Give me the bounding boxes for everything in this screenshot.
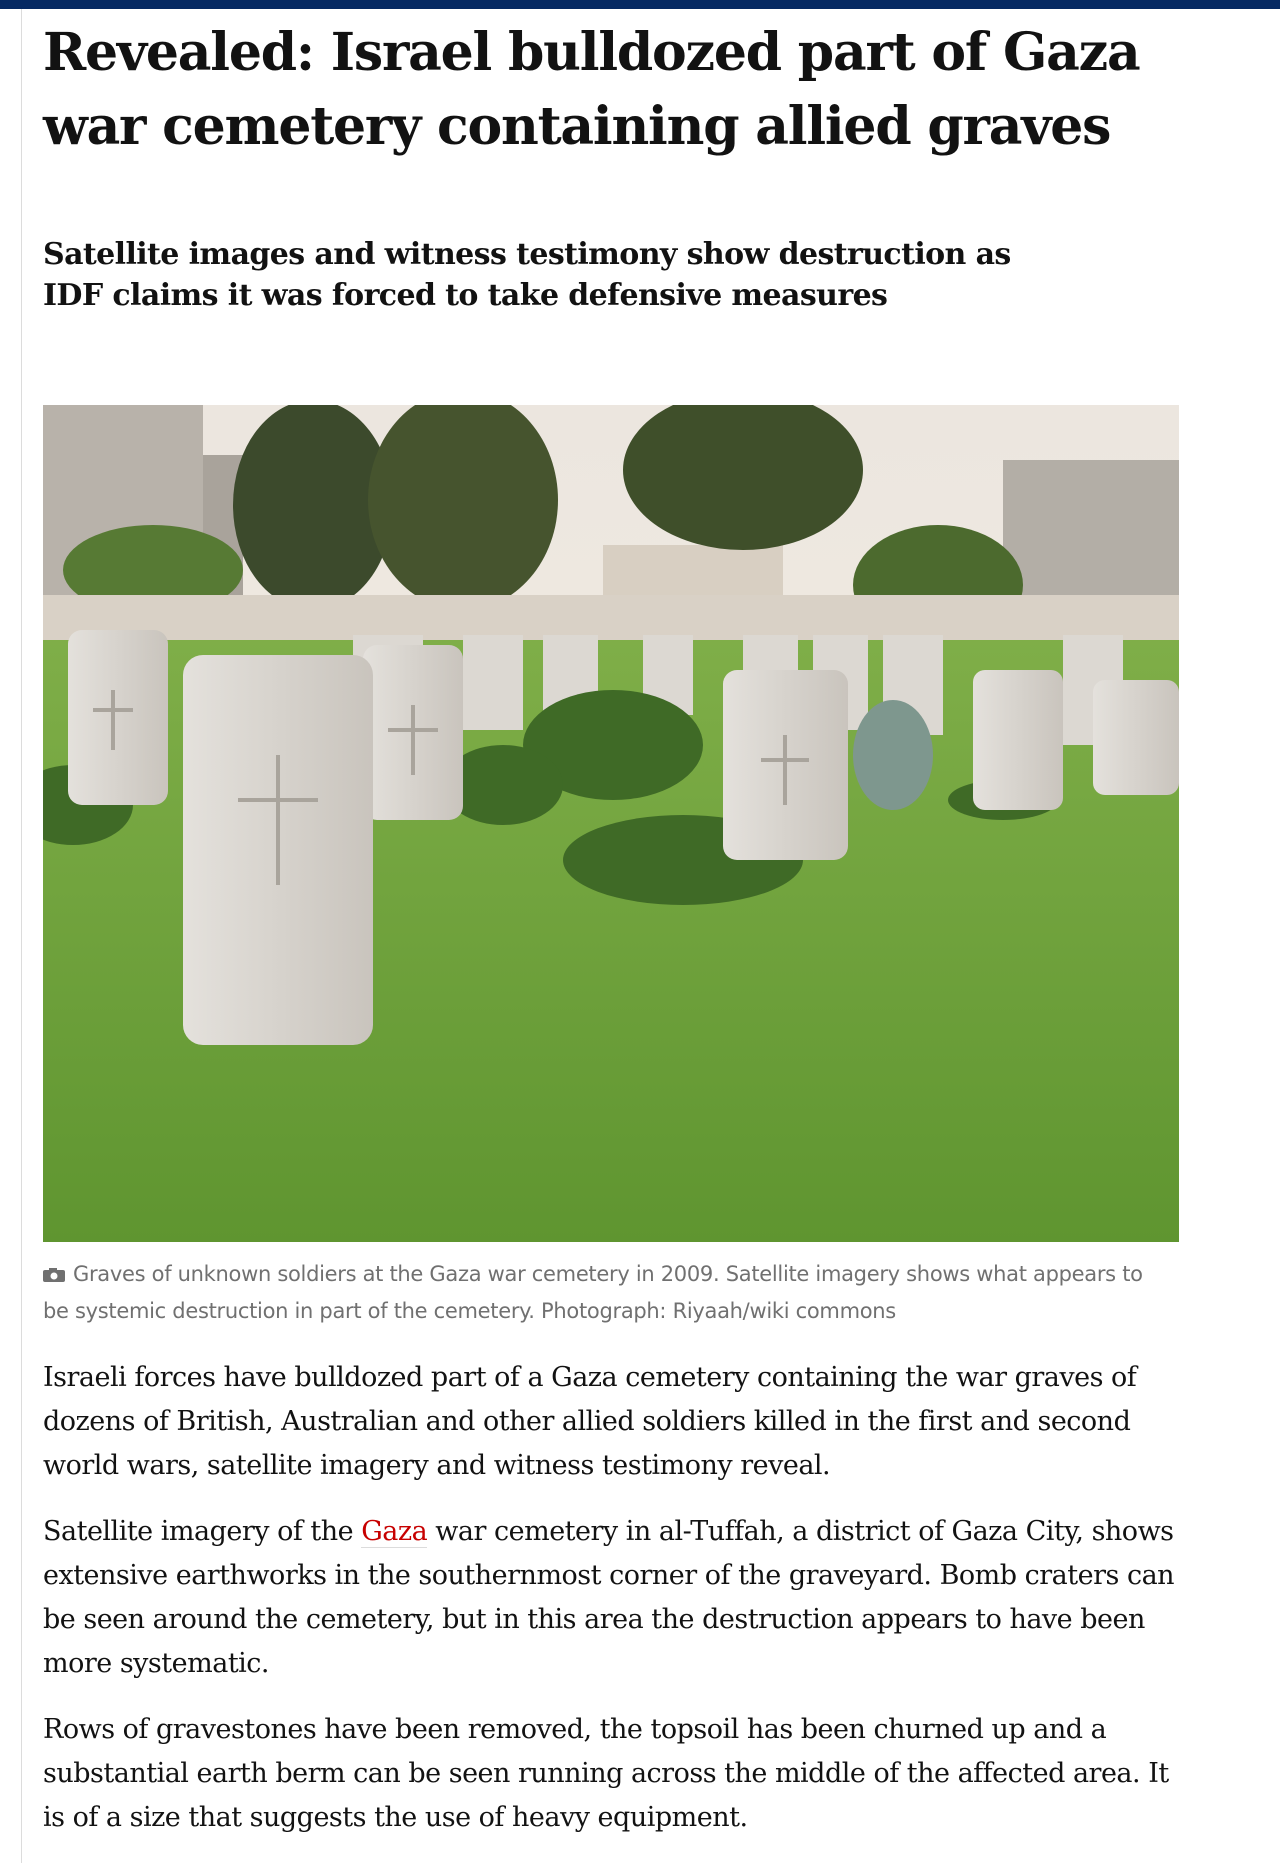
article-body <box>43 1356 1193 1862</box>
body-paragraph-1: Israeli forces have bulldozed part of a Gaza cemetery containing the war graves of dozens of British, Australian and other allied soldiers killed in the first and second world wars, satellite imagery and witness testimony reveal. <box>43 1362 1137 1481</box>
photo-caption-text: Graves of unknown soldiers at the Gaza war cemetery in 2009. Satellite imagery shows what appears to be systemic destruction in part of the cemetery. Photograph: Riyaah/wiki commons <box>43 1262 1143 1323</box>
photo-caption <box>43 1256 1163 1330</box>
main-article-photo[interactable] <box>43 405 1179 1242</box>
paragraph-2-text-after: war cemetery in al-Tuffah, a district of Gaza City, shows extensive earthworks in the southernmost corner of the graveyard. Bomb craters can be seen around the cemetery, but in this area the destruction appears to have been more systematic. <box>43 1516 1175 1679</box>
camera-icon <box>43 1268 65 1282</box>
body-paragraph-3: Rows of gravestones have been removed, the topsoil has been churned up and a substantial earth berm can be seen running across the middle of the affected area. It is of a size that suggests the use of heavy equipment. <box>43 1714 1169 1833</box>
article-headline: Revealed: Israel bulldozed part of Gaza war cemetery containing allied graves <box>43 22 1140 157</box>
brand-top-bar <box>0 0 1280 9</box>
article-standfirst: Satellite images and witness testimony show destruction as IDF claims it was forced to take defensive measures <box>43 237 1011 313</box>
gaza-link[interactable]: Gaza <box>361 1516 428 1547</box>
article-header <box>43 16 1193 316</box>
paragraph-2-text-before: Satellite imagery of the <box>43 1516 362 1547</box>
left-column-rule <box>21 9 22 1863</box>
body-paragraph-2 <box>43 1510 1193 1686</box>
